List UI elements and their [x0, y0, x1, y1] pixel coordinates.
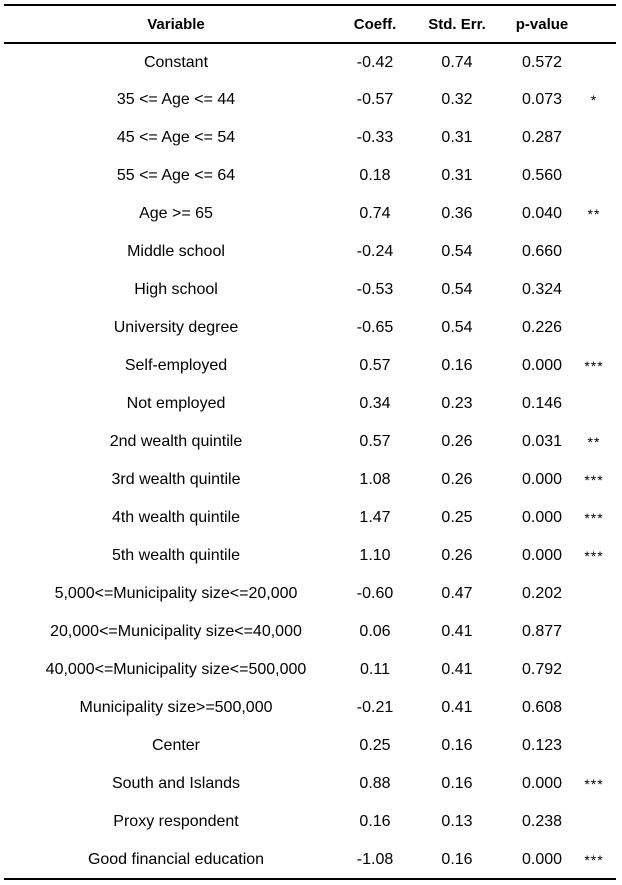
cell-p-value: 0.202 — [521, 585, 563, 602]
cell-p-value: 0.146 — [521, 395, 563, 412]
cell-variable: Constant — [143, 53, 209, 71]
cell-std-err: 0.54 — [441, 319, 473, 336]
cell-coeff: -0.33 — [356, 129, 394, 146]
table-row — [4, 651, 616, 689]
cell-coeff: 0.34 — [359, 395, 391, 412]
cell-coeff: -0.53 — [356, 281, 394, 298]
cell-p-value: 0.660 — [521, 243, 563, 260]
table-row — [4, 689, 616, 727]
cell-std-err: 0.41 — [441, 623, 473, 640]
cell-p-value: 0.000 — [521, 850, 563, 868]
cell-coeff: -0.24 — [356, 243, 394, 260]
cell-significance — [572, 43, 616, 81]
cell-std-err: 0.41 — [441, 699, 473, 716]
regression-table — [4, 4, 616, 880]
cell-variable: 5,000<=Municipality size<=20,000 — [54, 585, 298, 602]
cell-significance — [572, 119, 616, 157]
table-row — [4, 119, 616, 157]
cell-p-value: 0.324 — [521, 281, 563, 298]
cell-std-err: 0.16 — [441, 357, 473, 374]
cell-variable: Center — [151, 737, 201, 754]
cell-significance — [572, 803, 616, 841]
table-row — [4, 727, 616, 765]
cell-variable: 45 <= Age <= 54 — [116, 129, 236, 146]
cell-p-value: 0.000 — [521, 547, 563, 564]
cell-significance — [572, 575, 616, 613]
cell-significance — [572, 613, 616, 651]
cell-p-value: 0.572 — [521, 53, 563, 71]
cell-coeff: -0.42 — [356, 53, 394, 71]
cell-std-err: 0.26 — [441, 471, 473, 488]
cell-std-err: 0.74 — [441, 53, 473, 71]
cell-std-err: 0.32 — [441, 91, 473, 108]
cell-variable: 35 <= Age <= 44 — [116, 91, 236, 108]
cell-significance — [572, 651, 616, 689]
cell-significance: ** — [587, 206, 601, 222]
table-row — [4, 81, 616, 119]
cell-coeff: 0.16 — [359, 813, 391, 830]
table-row — [4, 575, 616, 613]
cell-std-err: 0.54 — [441, 281, 473, 298]
cell-p-value: 0.040 — [521, 205, 563, 222]
table-row — [4, 765, 616, 803]
cell-significance — [572, 689, 616, 727]
cell-significance: *** — [584, 358, 604, 374]
table-row — [4, 461, 616, 499]
cell-p-value: 0.000 — [521, 509, 563, 526]
cell-coeff: 0.25 — [359, 737, 391, 754]
table-row — [4, 309, 616, 347]
table-row — [4, 43, 616, 81]
cell-variable: Age >= 65 — [139, 205, 213, 222]
cell-p-value: 0.238 — [521, 813, 563, 830]
cell-variable: Good financial education — [87, 850, 265, 868]
cell-coeff: 1.47 — [359, 509, 391, 526]
cell-significance — [572, 157, 616, 195]
cell-significance: *** — [584, 472, 604, 488]
cell-significance: *** — [584, 548, 604, 564]
header-std-err: Std. Err. — [428, 15, 486, 33]
cell-std-err: 0.23 — [441, 395, 473, 412]
cell-p-value: 0.560 — [521, 167, 563, 184]
cell-coeff: 0.18 — [359, 167, 391, 184]
cell-p-value: 0.877 — [521, 623, 563, 640]
header-row — [4, 5, 616, 43]
cell-variable: Municipality size>=500,000 — [79, 699, 273, 716]
table-body — [4, 43, 616, 879]
table-row — [4, 233, 616, 271]
cell-coeff: 0.57 — [359, 433, 391, 450]
cell-coeff: -0.65 — [356, 319, 394, 336]
table-row — [4, 613, 616, 651]
cell-significance — [572, 727, 616, 765]
cell-p-value: 0.226 — [521, 319, 563, 336]
cell-significance — [572, 309, 616, 347]
cell-coeff: 0.74 — [359, 205, 391, 222]
table-row — [4, 347, 616, 385]
cell-variable: 4th wealth quintile — [111, 509, 241, 526]
cell-std-err: 0.31 — [441, 167, 473, 184]
cell-coeff: -0.21 — [356, 699, 394, 716]
table-row — [4, 537, 616, 575]
cell-coeff: 1.10 — [359, 547, 391, 564]
cell-std-err: 0.16 — [441, 737, 473, 754]
table-row — [4, 385, 616, 423]
cell-variable: 20,000<=Municipality size<=40,000 — [50, 623, 302, 640]
table-row — [4, 841, 616, 879]
cell-significance: ** — [587, 434, 601, 450]
table-row — [4, 195, 616, 233]
table-row — [4, 157, 616, 195]
table-row — [4, 271, 616, 309]
cell-std-err: 0.16 — [441, 850, 473, 868]
table-row — [4, 499, 616, 537]
cell-significance: * — [590, 92, 598, 108]
cell-p-value: 0.608 — [521, 699, 563, 716]
cell-variable: Proxy respondent — [113, 813, 239, 830]
cell-std-err: 0.41 — [441, 661, 473, 678]
cell-std-err: 0.47 — [441, 585, 473, 602]
cell-std-err: 0.36 — [441, 205, 473, 222]
cell-coeff: 0.06 — [359, 623, 391, 640]
cell-coeff: 0.11 — [360, 661, 390, 678]
header-variable: Variable — [147, 15, 205, 33]
cell-variable: Self-employed — [124, 357, 228, 374]
header-coeff: Coeff. — [353, 15, 397, 33]
cell-variable: 5th wealth quintile — [111, 547, 241, 564]
table-row — [4, 423, 616, 461]
cell-std-err: 0.26 — [441, 547, 473, 564]
cell-p-value: 0.000 — [521, 357, 563, 374]
cell-significance — [572, 233, 616, 271]
cell-coeff: -0.57 — [356, 91, 394, 108]
cell-std-err: 0.25 — [441, 509, 473, 526]
cell-p-value: 0.287 — [521, 129, 563, 146]
cell-coeff: 0.57 — [359, 357, 391, 374]
cell-significance — [572, 385, 616, 423]
cell-std-err: 0.13 — [441, 813, 473, 830]
cell-variable: 3rd wealth quintile — [111, 471, 241, 488]
table-header — [4, 5, 616, 43]
cell-p-value: 0.000 — [521, 471, 563, 488]
table-row — [4, 803, 616, 841]
cell-variable: High school — [134, 281, 218, 298]
cell-significance: *** — [584, 776, 604, 792]
cell-p-value: 0.792 — [521, 661, 563, 678]
cell-std-err: 0.54 — [441, 243, 473, 260]
cell-p-value: 0.000 — [521, 775, 563, 792]
cell-std-err: 0.16 — [441, 775, 473, 792]
cell-significance — [572, 271, 616, 309]
cell-coeff: -1.08 — [356, 850, 394, 868]
header-p-value: p-value — [515, 15, 569, 33]
cell-variable: 2nd wealth quintile — [109, 433, 243, 450]
header-significance — [572, 5, 616, 43]
cell-coeff: 0.88 — [359, 775, 391, 792]
cell-std-err: 0.26 — [441, 433, 473, 450]
cell-significance: *** — [584, 851, 604, 868]
cell-p-value: 0.123 — [521, 737, 563, 754]
cell-p-value: 0.073 — [521, 91, 563, 108]
cell-variable: Middle school — [127, 243, 225, 260]
cell-variable: 55 <= Age <= 64 — [116, 167, 236, 184]
cell-variable: Not employed — [126, 395, 226, 412]
cell-variable: University degree — [113, 319, 239, 336]
cell-coeff: -0.60 — [356, 585, 394, 602]
cell-variable: 40,000<=Municipality size<=500,000 — [45, 661, 307, 678]
cell-coeff: 1.08 — [359, 471, 391, 488]
cell-significance: *** — [584, 510, 604, 526]
cell-variable: South and Islands — [111, 775, 241, 792]
cell-std-err: 0.31 — [441, 129, 473, 146]
cell-p-value: 0.031 — [521, 433, 563, 450]
